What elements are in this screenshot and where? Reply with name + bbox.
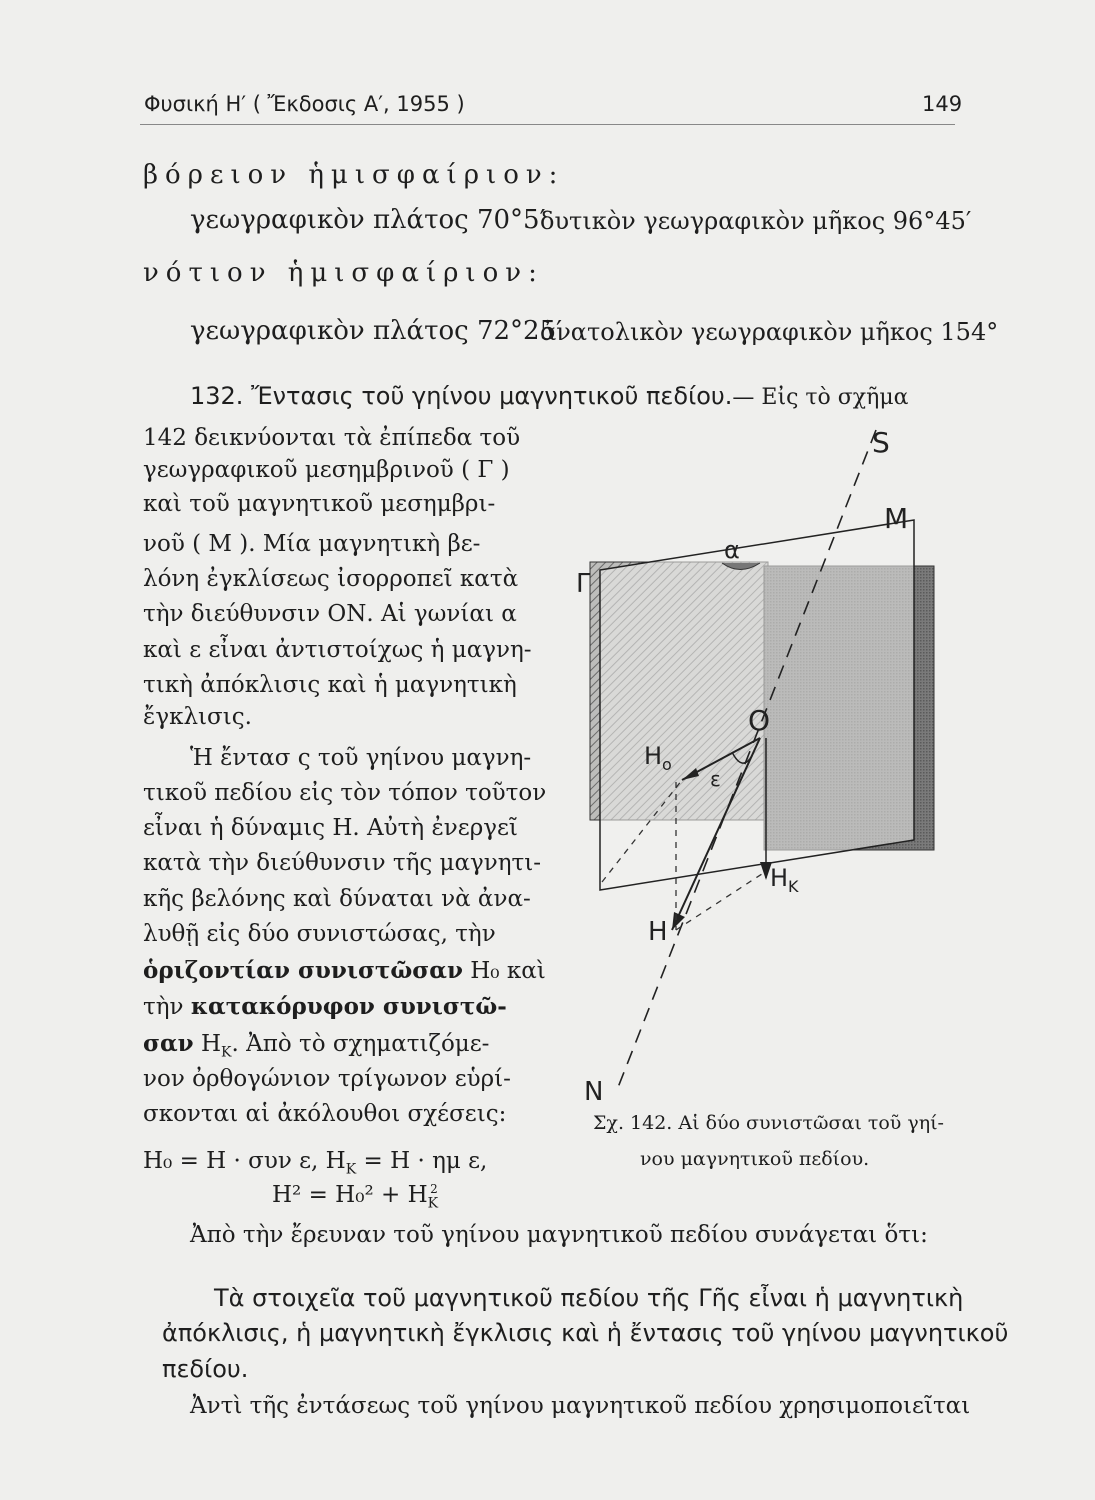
label-alpha: α bbox=[724, 536, 740, 564]
section-heading-tail: — Εἰς τὸ σχῆμα bbox=[732, 385, 909, 410]
label-s: S bbox=[872, 426, 890, 459]
formula-part: Η² = Η₀² + Η bbox=[272, 1182, 428, 1208]
text-line: κῆς βελόνης καὶ δύναται νὰ ἀνα- bbox=[143, 886, 531, 912]
header-rule bbox=[140, 124, 955, 125]
subscript: Κ bbox=[427, 1195, 439, 1212]
text-line: τικὴ ἀπόκλισις καὶ ἡ μαγνητικὴ bbox=[143, 672, 517, 698]
text-line: τὴν διεύθυνσιν ΟΝ. Αἱ γωνίαι α bbox=[143, 601, 517, 627]
formula-1 bbox=[143, 1148, 487, 1178]
section-title: 132. Ἔντασις τοῦ γηίνου μαγνητικοῦ πεδίου. bbox=[190, 382, 733, 410]
text-line: καὶ τοῦ μαγνητικοῦ μεσημβρι- bbox=[143, 491, 496, 517]
label-h0-sub: o bbox=[662, 755, 672, 774]
text-line: Ἡ ἔντασ ς τοῦ γηίνου μαγνη- bbox=[190, 745, 532, 771]
text-line: λόνη ἐγκλίσεως ἰσορροπεῖ κατὰ bbox=[143, 566, 519, 592]
text-line: γεωγραφικοῦ μεσημβρινοῦ ( Γ ) bbox=[143, 457, 510, 483]
figure-caption-line1: Σχ. 142. Αἱ δύο συνιστῶσαι τοῦ γηί- bbox=[593, 1112, 944, 1134]
statement-line: Τὰ στοιχεῖα τοῦ μαγνητικοῦ πεδίου τῆς Γῆς εἶναι ἡ μαγνητικὴ bbox=[214, 1284, 964, 1312]
needle-arrowhead bbox=[672, 912, 685, 930]
bold-term: ὁριζοντίαν συνιστῶσαν bbox=[143, 957, 463, 984]
figure-142 bbox=[572, 400, 972, 1120]
text-line: κατὰ τὴν διεύθυνσιν τῆς μαγνητι- bbox=[143, 850, 542, 876]
subscript: Κ bbox=[345, 1161, 357, 1178]
text-line bbox=[143, 957, 546, 984]
formula-part: = Η · ημ ε, bbox=[356, 1148, 488, 1174]
text-fragment: Η bbox=[200, 1031, 221, 1057]
formula-2 bbox=[272, 1182, 438, 1212]
text-fragment: . Ἀπὸ τὸ σχηματιζόμε- bbox=[231, 1031, 490, 1057]
label-m: M bbox=[884, 502, 909, 535]
south-latitude: γεωγραφικὸν πλάτος 72°25′ bbox=[190, 316, 563, 346]
last-line: Ἀντὶ τῆς ἐντάσεως τοῦ γηίνου μαγνητικοῦ πεδίου χρησιμοποιεῖται bbox=[190, 1393, 971, 1419]
label-n: N bbox=[584, 1077, 604, 1107]
text-line bbox=[143, 993, 507, 1020]
running-header: Φυσική Η′ ( Ἔκδοσις Α′, 1955 ) bbox=[144, 92, 465, 116]
label-hk-sub: K bbox=[788, 877, 799, 896]
text-fragment: Η₀ καὶ bbox=[470, 958, 546, 984]
text-line: καὶ ε εἶναι ἀντιστοίχως ἡ μαγνη- bbox=[143, 637, 532, 663]
bold-term: σαν bbox=[143, 1030, 194, 1057]
statement-line: πεδίου. bbox=[162, 1355, 249, 1383]
label-epsilon: ε bbox=[710, 767, 721, 791]
conclusion-intro: Ἀπὸ τὴν ἔρευναν τοῦ γηίνου μαγνητικοῦ πεδίου συνάγεται ὅτι: bbox=[190, 1222, 928, 1248]
text-line: 142 δεικνύονται τὰ ἐπίπεδα τοῦ bbox=[143, 425, 521, 451]
south-hemisphere-label: νότιον ἡμισφαίριον: bbox=[143, 258, 544, 288]
construction-line bbox=[676, 870, 768, 930]
text-line: εἶναι ἡ δύναμις Η. Αὐτὴ ἐνεργεῖ bbox=[143, 815, 518, 841]
text-line: ἔγκλισις. bbox=[143, 704, 252, 730]
text-line: νον ὀρθογώνιον τρίγωνον εὑρί- bbox=[143, 1066, 511, 1092]
label-hk-main: H bbox=[770, 864, 789, 892]
text-line: τικοῦ πεδίου εἰς τὸν τόπον τοῦτον bbox=[143, 780, 547, 806]
statement-line: ἀπόκλισις, ἡ μαγνητικὴ ἔγκλισις καὶ ἡ ἔντασις τοῦ γηίνου μαγνητικοῦ bbox=[162, 1319, 1009, 1347]
label-hk bbox=[770, 864, 799, 896]
page-number: 149 bbox=[922, 92, 963, 116]
superscript: 2 bbox=[430, 1182, 438, 1197]
subscript: Κ bbox=[221, 1044, 232, 1061]
label-h0-main: H bbox=[644, 742, 663, 770]
label-gamma: Γ bbox=[576, 569, 591, 599]
text-line: νοῦ ( Μ ). Μία μαγνητικὴ βε- bbox=[143, 531, 481, 557]
north-longitude: δυτικὸν γεωγραφικὸν μῆκος 96°45′ bbox=[540, 207, 972, 235]
label-h: H bbox=[648, 917, 668, 947]
bold-term: κατακόρυφον συνιστῶ- bbox=[190, 993, 507, 1020]
figure-caption-line2: νου μαγνητικοῦ πεδίου. bbox=[640, 1148, 870, 1170]
text-line: λυθῇ εἰς δύο συνιστώσας, τὴν bbox=[143, 921, 496, 947]
text-fragment: τὴν bbox=[143, 994, 184, 1020]
text-line: σκονται αἱ ἀκόλουθοι σχέσεις: bbox=[143, 1101, 507, 1127]
north-latitude: γεωγραφικὸν πλάτος 70°5′ bbox=[190, 205, 546, 235]
text-line bbox=[143, 1030, 489, 1061]
south-longitude: ἀνατολικὸν γεωγραφικὸν μῆκος 154° bbox=[540, 318, 999, 346]
formula-part: Η₀ = Η · συν ε, Η bbox=[143, 1148, 346, 1174]
label-o: O bbox=[748, 704, 771, 737]
north-hemisphere-label: βόρειον ἡμισφαίριον: bbox=[143, 160, 565, 190]
